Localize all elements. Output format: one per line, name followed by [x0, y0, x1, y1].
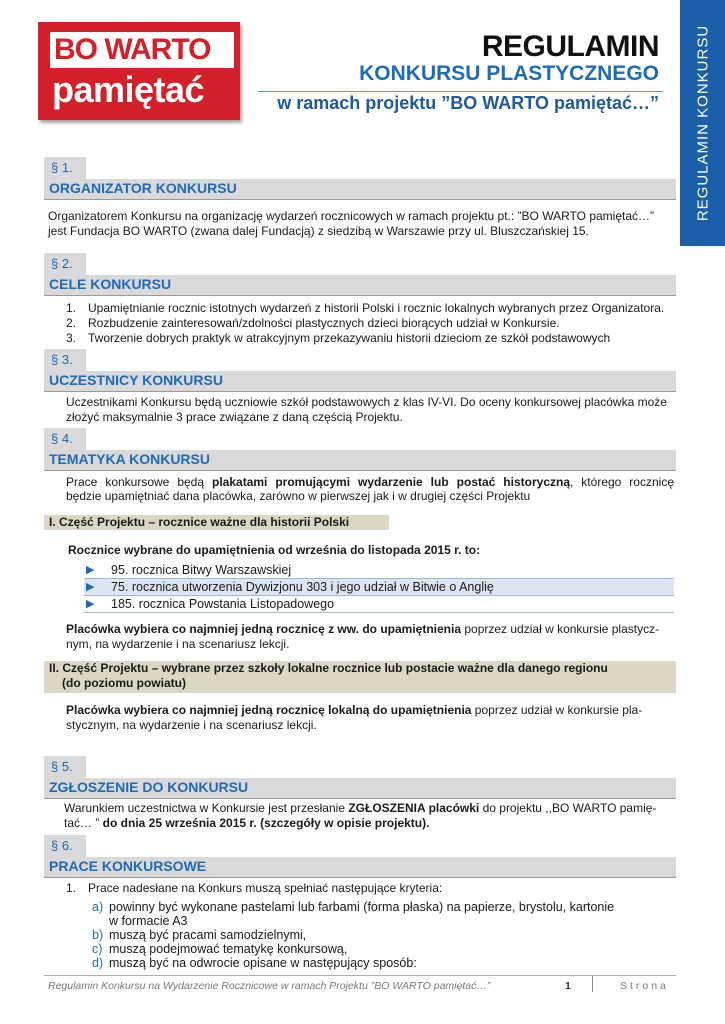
part-1-label: I. Część Projektu – rocznice ważne dla historii Polski	[44, 515, 389, 530]
section-4-number: § 4.	[44, 428, 86, 451]
section-6-title: PRACE KONKURSOWE	[49, 858, 207, 874]
triangle-bullet-icon: ▶	[86, 598, 95, 610]
logo-line1: BO WARTO	[54, 33, 211, 66]
part-1-instruction-line2: nym, na wydarzenie i na scenariusz lekcji.	[66, 637, 290, 651]
list-item: 3. Tworzenie dobrych praktyk w atrakcyjnym przekazywaniu historii dzieciom ze szkół podstawowych	[66, 331, 611, 345]
footer-page-label: Strona	[620, 980, 669, 992]
goals-list	[66, 301, 664, 346]
header-divider	[258, 91, 663, 92]
part-2-label: II. Część Projektu – wybrane przez szkoły lokalne rocznice lub postacie ważne dla danego regionu (do poziomu powiatu)	[44, 661, 676, 693]
list-item: w formacie A3	[109, 914, 188, 928]
section-3-title: UCZESTNICY KONKURSU	[49, 372, 223, 388]
section-1-title: ORGANIZATOR KONKURSU	[49, 180, 237, 196]
footer-divider	[44, 975, 676, 976]
section-5-header	[44, 778, 676, 799]
section-4-title: TEMATYKA KONKURSU	[49, 451, 210, 467]
triangle-bullet-icon: ▶	[86, 581, 95, 593]
project-name: w ramach projektu ”BO WARTO pamiętać…”	[277, 93, 659, 113]
list-item: b) muszą być pracami samodzielnymi,	[92, 928, 307, 942]
footer-separator	[592, 976, 593, 992]
logo	[38, 22, 240, 120]
page-title: REGULAMIN	[481, 30, 659, 63]
list-item: d) muszą być na odwrocie opisane w następujący sposób:	[92, 956, 417, 970]
logo-line2: pamiętać	[52, 69, 205, 110]
section-5-line1: Warunkiem uczestnictwa w Konkursie jest przesłanie ZGŁOSZENIA placówki do projektu ,,BO WARTO pamię-	[64, 801, 657, 815]
list-item: ▶ 185. rocznica Powstania Listopadowego	[84, 596, 674, 613]
list-item: 2. Rozbudzenie zainteresowań/zdolności plastycznych dzieci biorących udział w Konkursie.	[66, 316, 560, 330]
section-4-intro-line1: Prace konkursowe będą plakatami promującymi wydarzenie lub postać historyczną, którego rocznicę	[66, 475, 674, 489]
side-tab	[680, 0, 725, 246]
list-item: ▶ 75. rocznica utworzenia Dywizjonu 303 i jego udział w Bitwie o Anglię	[84, 579, 674, 596]
section-6-number: § 6.	[44, 835, 86, 858]
section-2-title: CELE KONKURSU	[49, 276, 172, 292]
triangle-bullet-icon: ▶	[86, 564, 95, 576]
section-5-line2: tać… ” do dnia 25 września 2015 r. (szczegóły w opisie projektu).	[64, 816, 430, 830]
section-3-line1: Uczestnikami Konkursu będą uczniowie szkół podstawowych z klas IV-VI. Do oceny konkursowej placówka może	[66, 395, 667, 409]
part-1-instruction-line1: Placówka wybiera co najmniej jedną rocznicę z ww. do upamiętnienia poprzez udział w konkursie plastycz-	[66, 622, 660, 636]
section-5-number: § 5.	[44, 756, 86, 779]
section-3-header	[44, 371, 676, 392]
footer-text: Regulamin Konkursu na Wydarzenie Rocznicowe w ramach Projektu ”BO WARTO pamiętać…”	[48, 980, 491, 992]
side-tab-label: REGULAMIN KONKURSU	[694, 24, 711, 222]
list-item: 1. Prace nadesłane na Konkurs muszą spełniać następujące kryteria:	[66, 881, 443, 895]
criteria-list	[66, 881, 442, 896]
section-2-header	[44, 275, 676, 296]
anniversaries-heading: Rocznice wybrane do upamiętnienia od września do listopada 2015 r. to:	[68, 543, 481, 557]
section-3-line2: złożyć maksymalnie 3 prace związane z daną częścią Projektu.	[66, 410, 403, 424]
section-1-line2: jest Fundacja BO WARTO (zwana dalej Fundacją) z siedzibą w Warszawie przy ul. Bluszczańskiej 15.	[48, 224, 589, 238]
part-2-instruction-line1: Placówka wybiera co najmniej jedną rocznicę lokalną do upamiętnienia poprzez udział w konkursie pla-	[66, 703, 643, 717]
anniversaries-list	[84, 562, 674, 613]
list-item: c) muszą podejmować tematykę konkursową,	[92, 942, 348, 956]
section-4-intro-line2: będzie upamiętniać dana placówka, zarówno w pierwszej jak i w drugiej części Projektu	[66, 489, 531, 503]
section-5-title: ZGŁOSZENIE DO KONKURSU	[49, 779, 249, 795]
criteria-sublist	[92, 900, 614, 970]
section-1-header	[44, 179, 676, 200]
section-6-header	[44, 857, 676, 878]
section-4-header	[44, 450, 676, 471]
section-1-line1: Organizatorem Konkursu na organizację wydarzeń rocznicowych w ramach projektu pt.: ”BO WARTO pamiętać…”	[48, 209, 655, 223]
section-3-number: § 3.	[44, 349, 86, 372]
section-1-number: § 1.	[44, 157, 86, 180]
page-subtitle: KONKURSU PLASTYCZNEGO	[359, 62, 659, 85]
logo-top-band	[50, 32, 234, 68]
page-number: 1	[565, 980, 571, 992]
part-2-instruction-line2: stycznym, na wydarzenie i na scenariusz lekcji.	[66, 718, 317, 732]
section-2-number: § 2.	[44, 253, 86, 276]
list-item: ▶ 95. rocznica Bitwy Warszawskiej	[84, 562, 674, 579]
list-item: a) powinny być wykonane pastelami lub farbami (forma płaska) na papierze, brystolu, kartonie	[92, 900, 615, 914]
list-item: 1. Upamiętnianie rocznic istotnych wydarzeń z historii Polski i rocznic lokalnych wybranych przez Organizatora.	[66, 301, 665, 315]
